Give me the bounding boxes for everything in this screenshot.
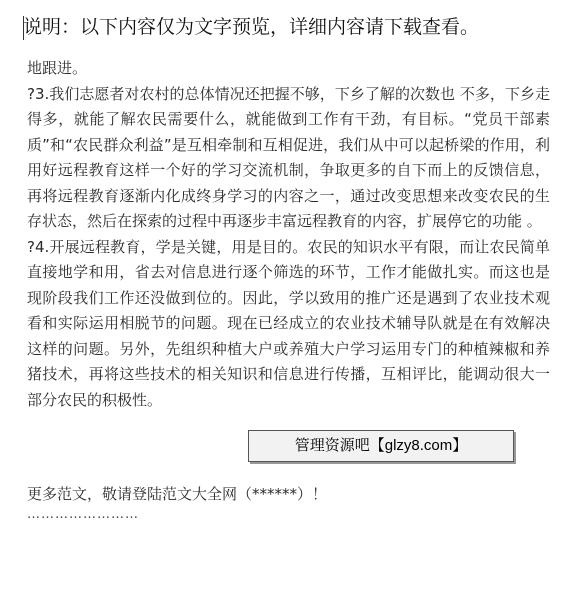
paragraph-1: 地跟进。: [27, 59, 88, 77]
paragraph-3: ?4.开展远程教育，学是关键，用是目的。农民的知识水平有限，而让农民简单直接地学和用，省去对信息进行逐个筛选的环节，工作才能做扎实。而这也是现阶段我们工作还没做到位的。因此，学以致用的推广还是遇到了农业技术观看和实际运用相脱节的问题。现在已经成立的农业技术辅导队就是在有效解决这样的问题。另外，先组织种植大户或养殖大户学习运用专门的种植辣椒和养猪技术，再将这些技术的相关知识和信息进行传播，互相评比，能调动很大一部分农民的积极性。: [27, 237, 550, 409]
preview-notice: 说明：以下内容仅为文字预览，详细内容请下载查看。: [23, 16, 480, 38]
ellipsis-dots: ……………………: [27, 507, 139, 522]
more-articles-link[interactable]: 更多范文，敬请登陆范文大全网（******）！: [27, 485, 328, 503]
document-body: [27, 56, 550, 413]
site-watermark-badge: 管理资源吧【glzy8.com】: [248, 430, 514, 462]
paragraph-2: ?3.我们志愿者对农村的总体情况还把握不够，下乡了解的次数也 不多，下乡走得多，就能了解农民需要什么，就能做到工作有干劲，有目标。“党员干部素质”和“农民群众利益”是互相牵制和互相促进，我们从中可以起桥梁的作用，利用好远程教育这样一个好的学习交流机制，争取更多的自下而上的反馈信息，再将远程教育逐渐内化成终身学习的内容之一，通过改变思想来改变农民的生存状态，然后在探索的过程中再逐步丰富远程教育的内容，扩展停它的功能 。: [27, 84, 550, 230]
